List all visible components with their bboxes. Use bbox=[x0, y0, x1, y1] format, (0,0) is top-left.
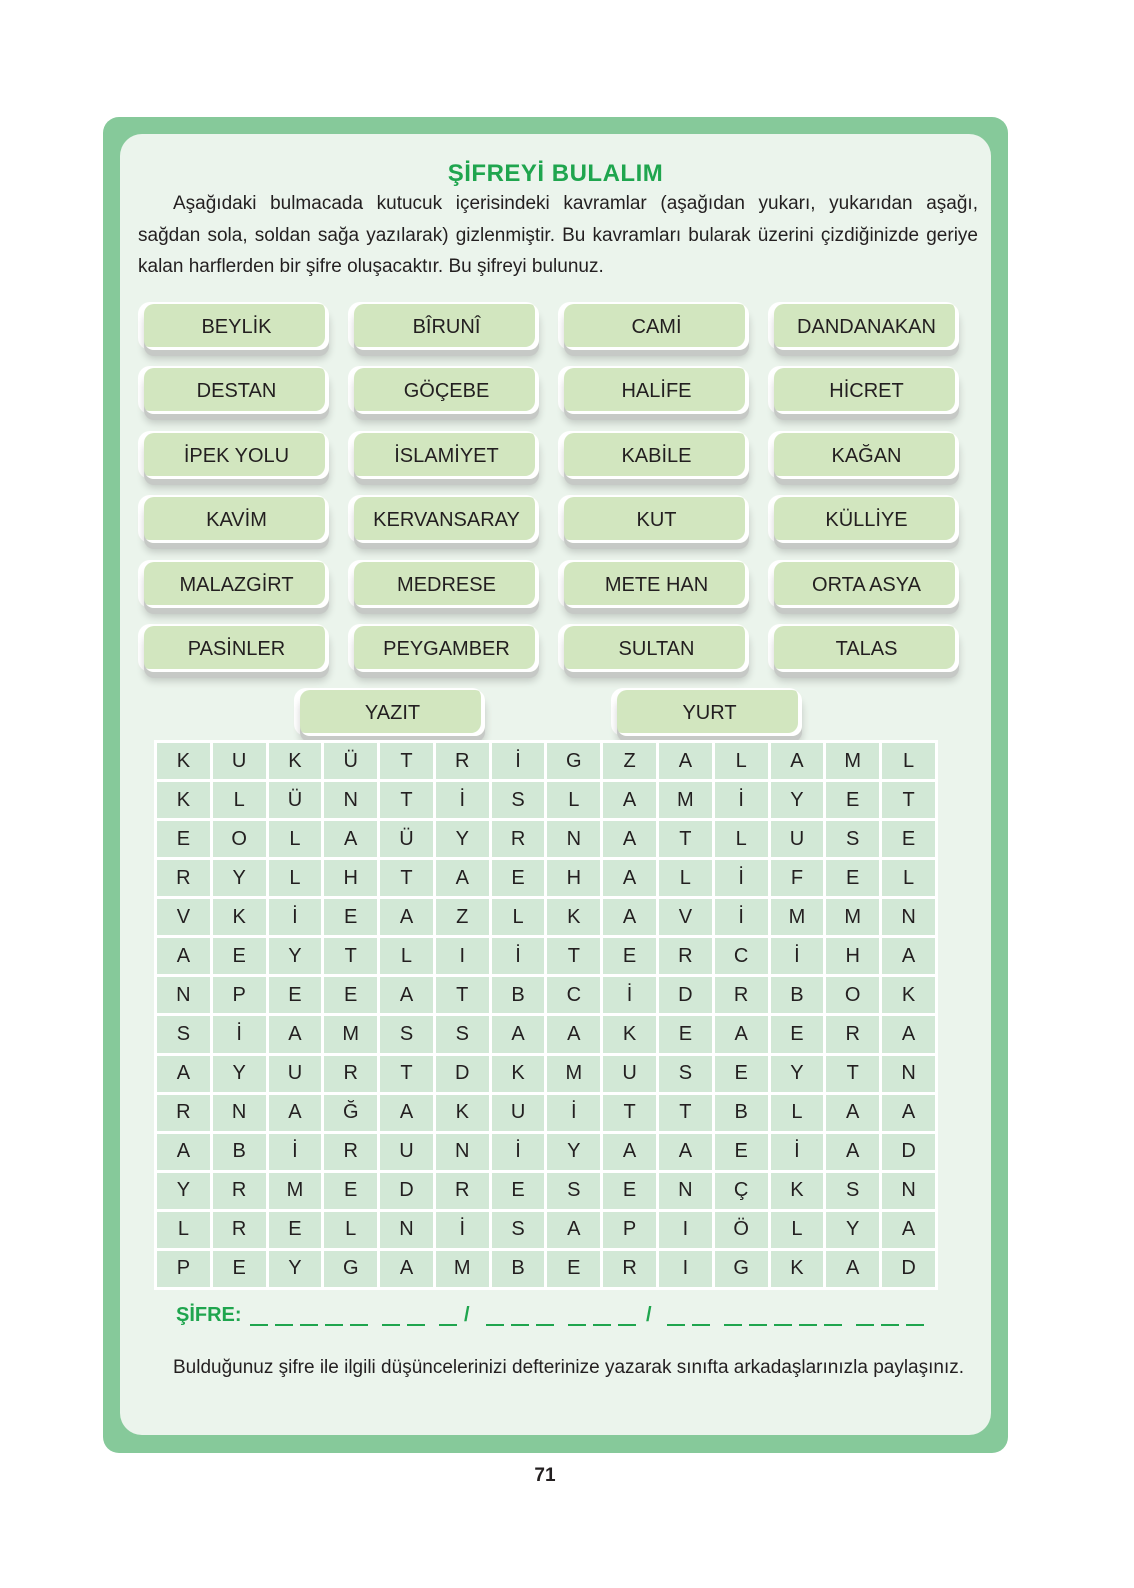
word-chip-label: DANDANAKAN bbox=[797, 315, 936, 338]
word-chip-label: PEYGAMBER bbox=[383, 637, 510, 660]
grid-cell[interactable]: T bbox=[659, 821, 712, 857]
word-chip bbox=[144, 626, 329, 672]
cipher-separator: / bbox=[646, 1304, 652, 1326]
grid-cell[interactable]: R bbox=[659, 938, 712, 974]
grid-cell[interactable]: T bbox=[659, 1095, 712, 1131]
grid-cell[interactable]: A bbox=[269, 1095, 322, 1131]
grid-cell[interactable]: I bbox=[659, 1251, 712, 1287]
grid-row bbox=[157, 1212, 935, 1248]
word-chip bbox=[564, 433, 749, 479]
grid-cell[interactable]: M bbox=[659, 782, 712, 818]
grid-row bbox=[157, 977, 935, 1013]
cipher-blank[interactable] bbox=[511, 1324, 529, 1326]
grid-cell[interactable]: L bbox=[715, 743, 768, 779]
grid-cell[interactable]: E bbox=[492, 1173, 545, 1209]
grid-cell[interactable]: E bbox=[213, 938, 266, 974]
grid-cell[interactable]: T bbox=[436, 977, 489, 1013]
grid-cell[interactable]: A bbox=[826, 1095, 879, 1131]
grid-cell[interactable]: B bbox=[492, 1251, 545, 1287]
grid-cell[interactable]: A bbox=[826, 1134, 879, 1170]
word-chip-label: BÎRUNÎ bbox=[412, 315, 481, 338]
grid-cell[interactable]: G bbox=[715, 1251, 768, 1287]
grid-cell[interactable]: R bbox=[157, 1095, 210, 1131]
grid-cell[interactable]: A bbox=[547, 1016, 600, 1052]
grid-cell[interactable]: İ bbox=[492, 743, 545, 779]
grid-cell[interactable]: A bbox=[771, 743, 824, 779]
cipher-blank[interactable] bbox=[350, 1324, 368, 1326]
grid-cell[interactable]: Ü bbox=[380, 821, 433, 857]
word-chip bbox=[774, 304, 959, 350]
word-chip bbox=[144, 368, 329, 414]
cipher-blank[interactable] bbox=[799, 1324, 817, 1326]
grid-cell[interactable]: S bbox=[547, 1173, 600, 1209]
content-panel bbox=[120, 134, 991, 1435]
cipher-blank[interactable] bbox=[881, 1324, 899, 1326]
grid-cell[interactable]: D bbox=[882, 1134, 935, 1170]
grid-row bbox=[157, 1251, 935, 1287]
cipher-line bbox=[176, 1304, 976, 1334]
grid-cell[interactable]: R bbox=[157, 860, 210, 896]
word-chip-label: ORTA ASYA bbox=[812, 573, 921, 596]
grid-cell[interactable]: E bbox=[213, 1251, 266, 1287]
grid-cell[interactable]: İ bbox=[771, 938, 824, 974]
grid-cell[interactable]: L bbox=[380, 938, 433, 974]
grid-row bbox=[157, 938, 935, 974]
grid-cell[interactable]: N bbox=[436, 1134, 489, 1170]
word-chip-label: YURT bbox=[682, 701, 737, 724]
grid-cell[interactable]: N bbox=[659, 1173, 712, 1209]
grid-cell[interactable]: A bbox=[269, 1016, 322, 1052]
grid-cell[interactable]: K bbox=[436, 1095, 489, 1131]
grid-cell[interactable]: S bbox=[826, 1173, 879, 1209]
grid-cell[interactable]: L bbox=[213, 782, 266, 818]
word-chip-label: KAVİM bbox=[206, 508, 267, 531]
grid-cell[interactable]: P bbox=[157, 1251, 210, 1287]
grid-cell[interactable]: T bbox=[603, 1095, 656, 1131]
word-chip-label: MEDRESE bbox=[397, 573, 496, 596]
word-chip bbox=[144, 562, 329, 608]
cipher-blank[interactable] bbox=[407, 1324, 425, 1326]
grid-cell[interactable]: G bbox=[547, 743, 600, 779]
grid-cell[interactable]: N bbox=[882, 899, 935, 935]
grid-cell[interactable]: L bbox=[659, 860, 712, 896]
grid-cell[interactable]: R bbox=[213, 1173, 266, 1209]
grid-cell[interactable]: Y bbox=[771, 1056, 824, 1092]
grid-cell[interactable]: A bbox=[603, 821, 656, 857]
cipher-blank[interactable] bbox=[593, 1324, 611, 1326]
grid-cell[interactable]: A bbox=[659, 1134, 712, 1170]
grid-cell[interactable]: R bbox=[826, 1016, 879, 1052]
intro-paragraph: Aşağıdaki bulmacada kutucuk içerisindeki kavramlar (aşağıdan yukarı, yukarıdan aşağı, sağdan sola, soldan sağa yazılarak) gizlenmiştir. Bu kavramları bularak üzerini çizdiğinizde geriye kalan harflerden bir şifre oluşacaktır. Bu şifreyi bulunuz. bbox=[138, 193, 978, 277]
grid-cell[interactable]: S bbox=[492, 1212, 545, 1248]
word-chip bbox=[564, 304, 749, 350]
grid-cell[interactable]: E bbox=[269, 1212, 322, 1248]
grid-cell[interactable]: K bbox=[213, 899, 266, 935]
grid-cell[interactable]: A bbox=[882, 1095, 935, 1131]
grid-cell[interactable]: R bbox=[436, 743, 489, 779]
word-chip bbox=[354, 304, 539, 350]
grid-cell[interactable]: E bbox=[157, 821, 210, 857]
word-chip-label: KERVANSARAY bbox=[373, 508, 520, 531]
word-chip-label: MALAZGİRT bbox=[179, 573, 294, 596]
grid-cell[interactable]: E bbox=[771, 1016, 824, 1052]
grid-cell[interactable]: E bbox=[715, 1134, 768, 1170]
grid-cell[interactable]: K bbox=[492, 1056, 545, 1092]
grid-cell[interactable]: İ bbox=[715, 860, 768, 896]
grid-cell[interactable]: İ bbox=[269, 899, 322, 935]
grid-cell[interactable]: S bbox=[492, 782, 545, 818]
word-chip bbox=[300, 690, 485, 736]
grid-cell[interactable]: Y bbox=[771, 782, 824, 818]
grid-cell[interactable]: İ bbox=[771, 1134, 824, 1170]
grid-cell[interactable]: G bbox=[324, 1251, 377, 1287]
word-chip-label: YAZIT bbox=[364, 701, 421, 724]
grid-cell[interactable]: T bbox=[324, 938, 377, 974]
grid-cell[interactable]: Ü bbox=[324, 743, 377, 779]
grid-cell[interactable]: M bbox=[436, 1251, 489, 1287]
grid-cell[interactable]: Ö bbox=[715, 1212, 768, 1248]
grid-cell[interactable]: İ bbox=[436, 1212, 489, 1248]
grid-cell[interactable]: T bbox=[380, 860, 433, 896]
cipher-blank[interactable] bbox=[749, 1324, 767, 1326]
outro-paragraph: Bulduğunuz şifre ile ilgili düşüncelerinizi defterinize yazarak sınıfta arkadaşlarınızla paylaşınız. bbox=[173, 1357, 965, 1378]
grid-cell[interactable]: Z bbox=[436, 899, 489, 935]
grid-cell[interactable]: A bbox=[380, 899, 433, 935]
grid-cell[interactable]: E bbox=[547, 1251, 600, 1287]
grid-cell[interactable]: K bbox=[157, 743, 210, 779]
grid-cell[interactable]: A bbox=[436, 860, 489, 896]
grid-cell[interactable]: A bbox=[603, 899, 656, 935]
grid-cell[interactable]: T bbox=[380, 782, 433, 818]
word-chip bbox=[354, 626, 539, 672]
grid-cell[interactable]: R bbox=[715, 977, 768, 1013]
grid-cell[interactable]: B bbox=[492, 977, 545, 1013]
grid-cell[interactable]: E bbox=[269, 977, 322, 1013]
grid-cell[interactable]: A bbox=[715, 1016, 768, 1052]
grid-cell[interactable]: E bbox=[659, 1016, 712, 1052]
grid-cell[interactable]: K bbox=[771, 1173, 824, 1209]
word-chip bbox=[617, 690, 802, 736]
word-chip-label: KABİLE bbox=[621, 444, 692, 467]
grid-cell[interactable]: T bbox=[547, 938, 600, 974]
word-chip-label: KUT bbox=[636, 508, 677, 531]
grid-cell[interactable]: İ bbox=[715, 899, 768, 935]
cipher-blank[interactable] bbox=[250, 1324, 268, 1326]
grid-cell[interactable]: Y bbox=[826, 1212, 879, 1248]
grid-cell[interactable]: D bbox=[659, 977, 712, 1013]
word-chip-label: CAMİ bbox=[631, 315, 682, 338]
grid-cell[interactable]: L bbox=[492, 899, 545, 935]
grid-cell[interactable]: L bbox=[771, 1212, 824, 1248]
grid-cell[interactable]: İ bbox=[492, 938, 545, 974]
grid-cell[interactable]: T bbox=[380, 743, 433, 779]
cipher-blank[interactable] bbox=[774, 1324, 792, 1326]
cipher-blank[interactable] bbox=[568, 1324, 586, 1326]
grid-cell[interactable]: R bbox=[436, 1173, 489, 1209]
grid-cell[interactable]: H bbox=[826, 938, 879, 974]
word-chip-label: TALAS bbox=[835, 637, 898, 660]
grid-cell[interactable]: A bbox=[157, 1134, 210, 1170]
grid-cell[interactable]: L bbox=[715, 821, 768, 857]
cipher-blank[interactable] bbox=[667, 1324, 685, 1326]
grid-cell[interactable]: V bbox=[659, 899, 712, 935]
word-chip bbox=[354, 497, 539, 543]
cipher-blank[interactable] bbox=[906, 1324, 924, 1326]
grid-cell[interactable]: A bbox=[547, 1212, 600, 1248]
grid-cell[interactable]: Y bbox=[269, 1251, 322, 1287]
grid-cell[interactable]: E bbox=[324, 1173, 377, 1209]
grid-cell[interactable]: N bbox=[380, 1212, 433, 1248]
grid-cell[interactable]: A bbox=[882, 1212, 935, 1248]
word-chip-label: SULTAN bbox=[618, 637, 695, 660]
grid-cell[interactable]: T bbox=[826, 1056, 879, 1092]
grid-cell[interactable]: M bbox=[324, 1016, 377, 1052]
grid-cell[interactable]: U bbox=[603, 1056, 656, 1092]
grid-cell[interactable]: İ bbox=[547, 1095, 600, 1131]
grid-row bbox=[157, 821, 935, 857]
page-title: ŞİFREYİ BULALIM bbox=[447, 160, 664, 187]
cipher-blank[interactable] bbox=[724, 1324, 742, 1326]
grid-cell[interactable]: E bbox=[826, 860, 879, 896]
word-chip bbox=[144, 497, 329, 543]
word-chip bbox=[144, 304, 329, 350]
word-chip bbox=[144, 433, 329, 479]
grid-row bbox=[157, 1134, 935, 1170]
grid-cell[interactable]: Y bbox=[213, 1056, 266, 1092]
cipher-blank[interactable] bbox=[692, 1324, 710, 1326]
grid-row bbox=[157, 1056, 935, 1092]
grid-cell[interactable]: İ bbox=[603, 977, 656, 1013]
grid-cell[interactable]: A bbox=[324, 821, 377, 857]
word-chip-label: GÖÇEBE bbox=[403, 379, 490, 402]
grid-cell[interactable]: A bbox=[380, 1095, 433, 1131]
cipher-blank[interactable] bbox=[300, 1324, 318, 1326]
grid-cell[interactable]: K bbox=[547, 899, 600, 935]
grid-cell[interactable]: U bbox=[380, 1134, 433, 1170]
grid-cell[interactable]: P bbox=[213, 977, 266, 1013]
grid-cell[interactable]: N bbox=[547, 821, 600, 857]
word-search-grid bbox=[154, 740, 938, 1290]
grid-cell[interactable]: S bbox=[380, 1016, 433, 1052]
word-chip bbox=[774, 368, 959, 414]
grid-cell[interactable]: S bbox=[157, 1016, 210, 1052]
grid-cell[interactable]: M bbox=[269, 1173, 322, 1209]
grid-cell[interactable]: E bbox=[715, 1056, 768, 1092]
grid-cell[interactable]: P bbox=[603, 1212, 656, 1248]
grid-cell[interactable]: M bbox=[826, 899, 879, 935]
grid-cell[interactable]: H bbox=[547, 860, 600, 896]
word-chip bbox=[564, 562, 749, 608]
cipher-blank[interactable] bbox=[439, 1324, 457, 1326]
grid-cell[interactable]: A bbox=[157, 938, 210, 974]
cipher-blank[interactable] bbox=[486, 1324, 504, 1326]
word-chip-label: HALİFE bbox=[621, 379, 692, 402]
grid-cell[interactable]: N bbox=[882, 1173, 935, 1209]
grid-cell[interactable]: U bbox=[269, 1056, 322, 1092]
grid-cell[interactable]: C bbox=[715, 938, 768, 974]
grid-cell[interactable]: Z bbox=[603, 743, 656, 779]
word-chip-label: KÜLLİYE bbox=[825, 508, 908, 531]
grid-row bbox=[157, 1095, 935, 1131]
word-chip bbox=[354, 433, 539, 479]
grid-cell[interactable]: R bbox=[492, 821, 545, 857]
word-list bbox=[120, 134, 991, 834]
grid-cell[interactable]: M bbox=[771, 899, 824, 935]
grid-cell[interactable]: A bbox=[882, 1016, 935, 1052]
grid-cell[interactable]: A bbox=[157, 1056, 210, 1092]
grid-cell[interactable]: L bbox=[269, 860, 322, 896]
grid-cell[interactable]: D bbox=[380, 1173, 433, 1209]
word-chip-label: METE HAN bbox=[604, 573, 709, 596]
grid-cell[interactable]: L bbox=[157, 1212, 210, 1248]
grid-cell[interactable]: İ bbox=[269, 1134, 322, 1170]
word-chip bbox=[354, 562, 539, 608]
grid-cell[interactable]: U bbox=[213, 743, 266, 779]
grid-cell[interactable]: E bbox=[603, 938, 656, 974]
grid-cell[interactable]: K bbox=[882, 977, 935, 1013]
grid-cell[interactable]: A bbox=[380, 1251, 433, 1287]
grid-cell[interactable]: T bbox=[380, 1056, 433, 1092]
grid-cell[interactable]: İ bbox=[213, 1016, 266, 1052]
grid-row bbox=[157, 1173, 935, 1209]
grid-cell[interactable]: A bbox=[826, 1251, 879, 1287]
cipher-blank[interactable] bbox=[618, 1324, 636, 1326]
content-frame bbox=[103, 117, 1008, 1453]
grid-cell[interactable]: Y bbox=[436, 821, 489, 857]
grid-row bbox=[157, 899, 935, 935]
grid-cell[interactable]: M bbox=[547, 1056, 600, 1092]
grid-cell[interactable]: A bbox=[659, 743, 712, 779]
grid-cell[interactable]: R bbox=[324, 1056, 377, 1092]
grid-cell[interactable]: B bbox=[715, 1095, 768, 1131]
grid-cell[interactable]: S bbox=[659, 1056, 712, 1092]
grid-cell[interactable]: D bbox=[436, 1056, 489, 1092]
grid-cell[interactable]: V bbox=[157, 899, 210, 935]
grid-cell[interactable]: O bbox=[826, 977, 879, 1013]
grid-cell[interactable]: N bbox=[324, 782, 377, 818]
grid-cell[interactable]: Y bbox=[213, 860, 266, 896]
grid-cell[interactable]: R bbox=[603, 1251, 656, 1287]
word-chip-label: BEYLİK bbox=[201, 315, 272, 338]
grid-cell[interactable]: Y bbox=[547, 1134, 600, 1170]
word-chip bbox=[774, 562, 959, 608]
word-chip bbox=[564, 368, 749, 414]
word-chip-label: HİCRET bbox=[829, 379, 904, 402]
grid-row bbox=[157, 782, 935, 818]
word-chip-label: PASİNLER bbox=[187, 637, 286, 660]
grid-cell[interactable]: O bbox=[213, 821, 266, 857]
grid-cell[interactable]: K bbox=[157, 782, 210, 818]
grid-row bbox=[157, 860, 935, 896]
grid-cell[interactable]: N bbox=[882, 1056, 935, 1092]
grid-cell[interactable]: E bbox=[324, 977, 377, 1013]
grid-cell[interactable]: K bbox=[603, 1016, 656, 1052]
word-chip bbox=[774, 433, 959, 479]
grid-cell[interactable]: F bbox=[771, 860, 824, 896]
grid-cell[interactable]: U bbox=[492, 1095, 545, 1131]
grid-cell[interactable]: L bbox=[882, 860, 935, 896]
grid-cell[interactable]: Ğ bbox=[324, 1095, 377, 1131]
word-chip bbox=[774, 626, 959, 672]
grid-row bbox=[157, 1016, 935, 1052]
grid-cell[interactable]: B bbox=[771, 977, 824, 1013]
grid-cell[interactable]: L bbox=[324, 1212, 377, 1248]
grid-cell[interactable]: Y bbox=[157, 1173, 210, 1209]
cipher-blank[interactable] bbox=[382, 1324, 400, 1326]
grid-cell[interactable]: A bbox=[603, 782, 656, 818]
word-chip bbox=[774, 497, 959, 543]
grid-cell[interactable]: L bbox=[269, 821, 322, 857]
word-chip bbox=[564, 497, 749, 543]
page-number: 71 bbox=[534, 1465, 556, 1486]
grid-cell[interactable]: Ü bbox=[269, 782, 322, 818]
grid-cell[interactable]: A bbox=[603, 860, 656, 896]
grid-cell[interactable]: U bbox=[771, 821, 824, 857]
grid-cell[interactable]: A bbox=[882, 938, 935, 974]
grid-cell[interactable]: I bbox=[436, 938, 489, 974]
grid-cell[interactable]: Ç bbox=[715, 1173, 768, 1209]
grid-cell[interactable]: K bbox=[771, 1251, 824, 1287]
grid-cell[interactable]: I bbox=[659, 1212, 712, 1248]
word-chip bbox=[354, 368, 539, 414]
grid-cell[interactable]: R bbox=[213, 1212, 266, 1248]
grid-cell[interactable]: L bbox=[882, 743, 935, 779]
grid-cell[interactable]: N bbox=[157, 977, 210, 1013]
grid-cell[interactable]: D bbox=[882, 1251, 935, 1287]
cipher-blank[interactable] bbox=[275, 1324, 293, 1326]
grid-cell[interactable]: İ bbox=[436, 782, 489, 818]
grid-cell[interactable]: S bbox=[436, 1016, 489, 1052]
grid-cell[interactable]: E bbox=[492, 860, 545, 896]
grid-cell[interactable]: N bbox=[213, 1095, 266, 1131]
cipher-label: ŞİFRE: bbox=[176, 1304, 242, 1326]
grid-cell[interactable]: İ bbox=[715, 782, 768, 818]
grid-cell[interactable]: E bbox=[603, 1173, 656, 1209]
grid-cell[interactable]: A bbox=[380, 977, 433, 1013]
grid-cell[interactable]: E bbox=[882, 821, 935, 857]
grid-cell[interactable]: M bbox=[826, 743, 879, 779]
grid-cell[interactable]: K bbox=[269, 743, 322, 779]
cipher-blank[interactable] bbox=[325, 1324, 343, 1326]
word-chip bbox=[564, 626, 749, 672]
grid-cell[interactable]: R bbox=[324, 1134, 377, 1170]
cipher-blank[interactable] bbox=[824, 1324, 842, 1326]
word-chip-label: DESTAN bbox=[196, 379, 277, 402]
cipher-blank[interactable] bbox=[856, 1324, 874, 1326]
grid-cell[interactable]: H bbox=[324, 860, 377, 896]
word-chip-label: KAĞAN bbox=[831, 444, 902, 467]
grid-cell[interactable]: A bbox=[492, 1016, 545, 1052]
cipher-separator: / bbox=[464, 1304, 470, 1326]
grid-cell[interactable]: C bbox=[547, 977, 600, 1013]
grid-cell[interactable]: E bbox=[826, 782, 879, 818]
word-chip-label: İPEK YOLU bbox=[183, 444, 290, 467]
word-chip-label: İSLAMİYET bbox=[394, 444, 499, 467]
grid-cell[interactable]: L bbox=[771, 1095, 824, 1131]
grid-cell[interactable]: T bbox=[882, 782, 935, 818]
grid-cell[interactable]: S bbox=[826, 821, 879, 857]
grid-cell[interactable]: A bbox=[603, 1134, 656, 1170]
grid-cell[interactable]: B bbox=[213, 1134, 266, 1170]
cipher-blank[interactable] bbox=[536, 1324, 554, 1326]
grid-cell[interactable]: L bbox=[547, 782, 600, 818]
grid-cell[interactable]: İ bbox=[492, 1134, 545, 1170]
grid-cell[interactable]: E bbox=[324, 899, 377, 935]
grid-row bbox=[157, 743, 935, 779]
grid-cell[interactable]: Y bbox=[269, 938, 322, 974]
